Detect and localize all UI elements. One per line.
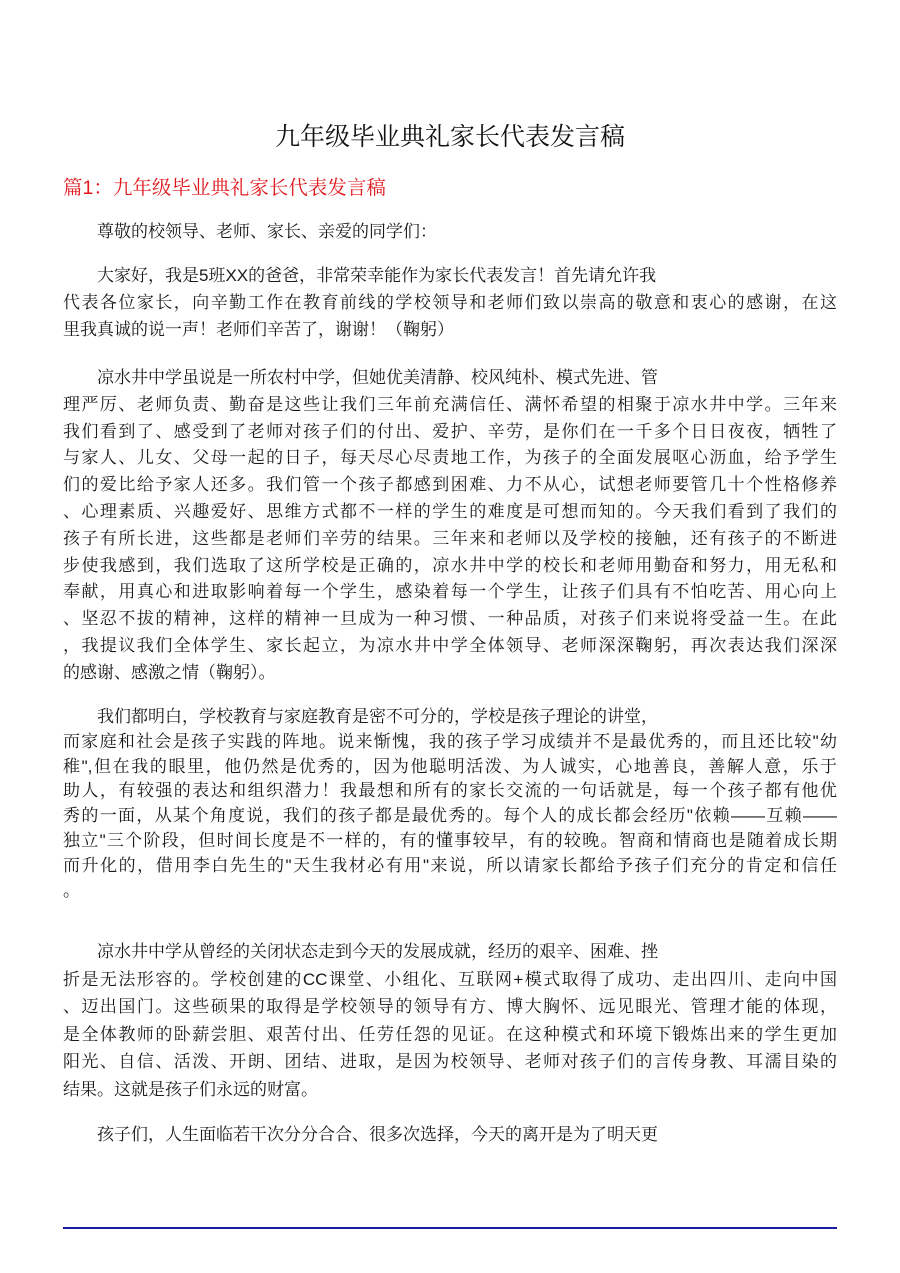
paragraph-salutation xyxy=(63,219,837,246)
text-line: 是全体教师的卧薪尝胆、艰苦付出、任劳任怨的见证。在这种模式和环境下锻炼出来的学生更加 xyxy=(63,1024,837,1044)
text-line: 我们看到了、感受到了老师对孩子们的付出、爱护、辛劳，是你们在一千多个日日夜夜，牺牲了 xyxy=(63,421,837,441)
text-line: 而升化的，借用李白先生的"天生我材必有用"来说，所以请家长都给予孩子们充分的肯定和信任 xyxy=(63,855,837,875)
text-line: 理严厉、老师负责、勤奋是这些让我们三年前充满信任、满怀希望的相聚于凉水井中学。三年来 xyxy=(63,394,837,414)
paragraph-closing xyxy=(63,1121,837,1148)
text-line: 孩子们，人生面临若干次分分合合、很多次选择，今天的离开是为了明天更 xyxy=(97,1125,658,1144)
text-line: 与家人、儿女、父母一起的日子，每天尽心尽责地工作，为孩子的全面发展呕心沥血，给予学生 xyxy=(63,448,837,468)
text-line: 大家好，我是5班XX的爸爸，非常荣幸能作为家长代表发言！首先请允许我 xyxy=(97,266,657,285)
paragraph-school-achievements xyxy=(63,938,837,1103)
text-line: 凉水井中学从曾经的关闭状态走到今天的发展成就，经历的艰辛、困难、挫 xyxy=(97,942,658,961)
text-line: 稚",但在我的眼里，他仍然是优秀的，因为他聪明活泼、为人诚实，心地善良，善解人意，乐于 xyxy=(63,756,837,776)
text-line: 凉水井中学虽说是一所农村中学，但她优美清静、校风纯朴、模式先进、管 xyxy=(97,368,658,387)
text-line: ，我提议我们全体学生、家长起立，为凉水井中学全体领导、老师深深鞠躬，再次表达我们深深 xyxy=(63,635,837,655)
text-line: 们的爱比给予家人还多。我们管一个孩子都感到困难、力不从心，试想老师要管几十个性格修养 xyxy=(63,475,837,495)
text-line: 步使我感到，我们选取了这所学校是正确的，凉水井中学的校长和老师用勤奋和努力，用无私和 xyxy=(63,555,837,575)
text-line: 、迈出国门。这些硕果的取得是学校领导的领导有方、博大胸怀、远见眼光、管理才能的体现， xyxy=(63,997,837,1016)
paragraph-family-education xyxy=(63,705,837,903)
text-line: 、心理素质、兴趣爱好、思维方式都不一样的学生的难度是可想而知的。今天我们看到了我们的 xyxy=(63,501,837,521)
text-line: 尊敬的校领导、老师、家长、亲爱的同学们： xyxy=(97,222,437,241)
paragraph-school-praise xyxy=(63,365,837,687)
text-line: 阳光、自信、活泼、开朗、团结、进取，是因为校领导、老师对孩子们的言传身教、耳濡目染的 xyxy=(63,1052,837,1071)
text-line: 。 xyxy=(63,880,80,900)
section-heading: 篇1：九年级毕业典礼家长代表发言稿 xyxy=(63,177,386,199)
text-line: 我们都明白，学校教育与家庭教育是密不可分的，学校是孩子理论的讲堂， xyxy=(97,707,658,726)
paragraph-greeting xyxy=(63,263,837,343)
text-line: 秀的一面，从某个角度说，我们的孩子都是最优秀的。每个人的成长都会经历"依赖——互赖—— xyxy=(63,806,837,826)
text-line: 代表各位家长，向辛勤工作在教育前线的学校领导和老师们致以崇高的敬意和衷心的感谢，在这 xyxy=(63,292,837,312)
text-line: 里我真诚的说一声！老师们辛苦了，谢谢！（鞠躬） xyxy=(63,319,454,339)
text-line: 奉献，用真心和进取影响着每一个学生，感染着每一个学生，让孩子们具有不怕吃苦、用心向上 xyxy=(63,582,837,602)
text-line: 孩子有所长进，这些都是老师们辛劳的结果。三年来和老师以及学校的接触，还有孩子的不断进 xyxy=(63,528,837,548)
text-line: 助人，有较强的表达和组织潜力！我最想和所有的家长交流的一句话就是，每一个孩子都有他优 xyxy=(63,781,837,801)
text-line: 而家庭和社会是孩子实践的阵地。说来惭愧，我的孩子学习成绩并不是最优秀的，而且还比较"幼 xyxy=(63,731,837,751)
footer-divider xyxy=(63,1227,837,1229)
text-line: 折是无法形容的。学校创建的CC课堂、小组化、互联网+模式取得了成功、走出四川、走向中国 xyxy=(63,969,837,989)
text-line: 结果。这就是孩子们永远的财富。 xyxy=(63,1079,318,1099)
text-line: 独立"三个阶段，但时间长度是不一样的，有的懂事较早，有的较晚。智商和情商也是随着成长期 xyxy=(63,830,837,850)
text-line: 的感谢、感激之情（鞠躬）。 xyxy=(63,662,276,682)
text-line: 、坚忍不拔的精神，这样的精神一旦成为一种习惯、一种品质，对孩子们来说将受益一生。在此 xyxy=(63,609,837,629)
document-title: 九年级毕业典礼家长代表发言稿 xyxy=(274,123,625,151)
